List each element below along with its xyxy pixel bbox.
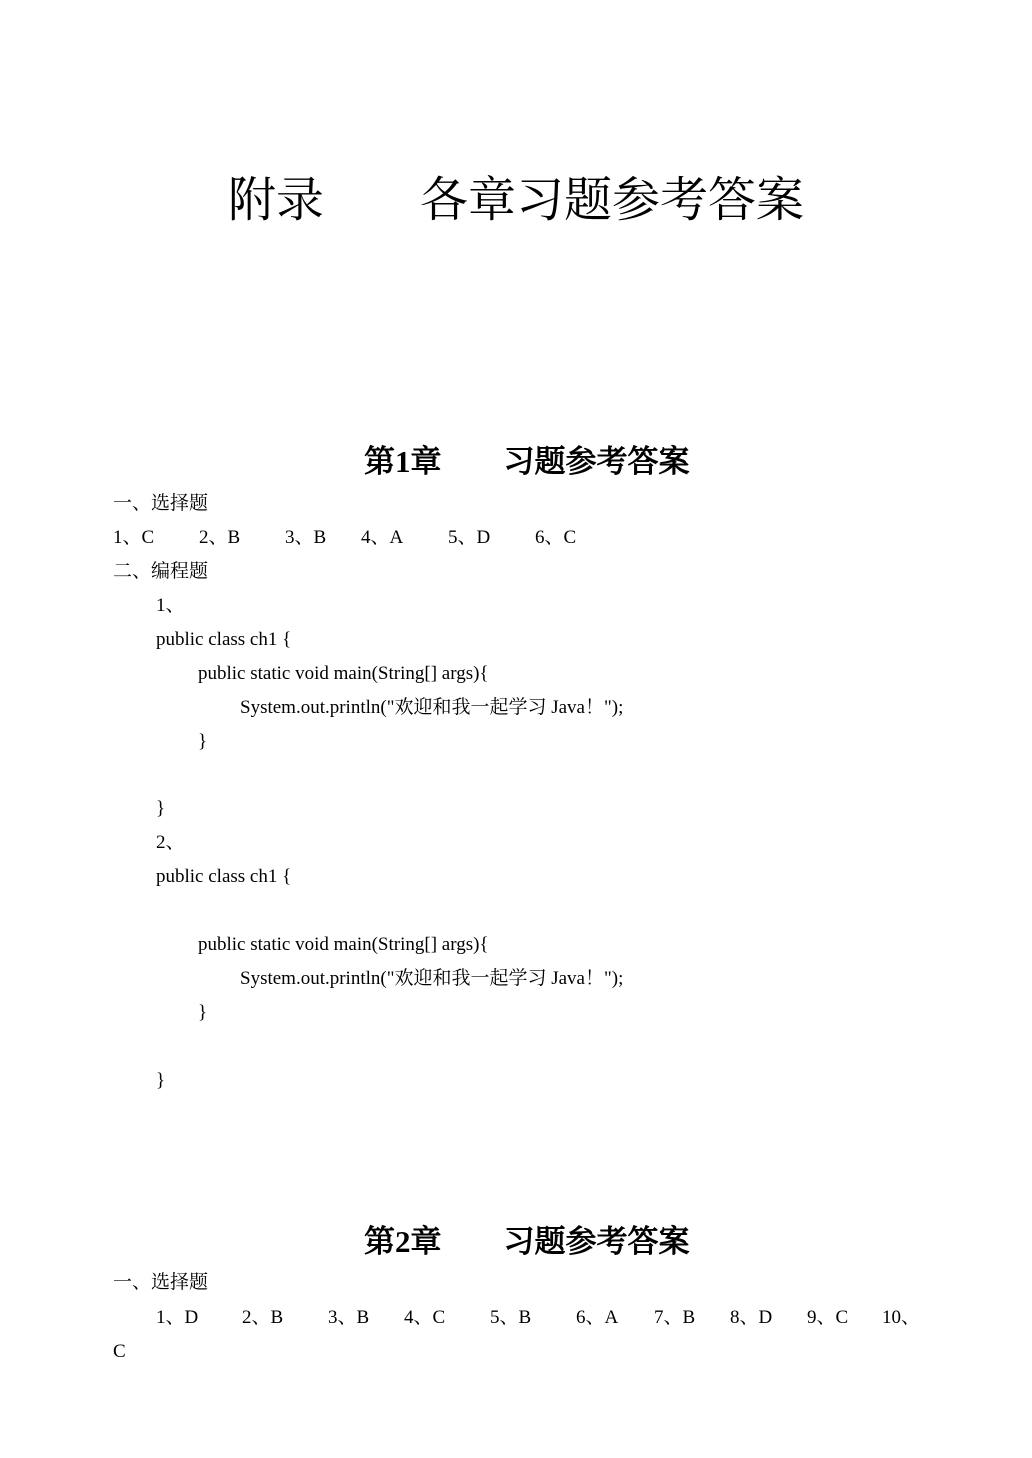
chapter-1-section-programming-title: 二、编程题 (113, 561, 209, 582)
chapter-1-answer-5: 5、D (448, 527, 491, 548)
chapter-2-answer-2: 2、B (242, 1307, 284, 1328)
chapter-2-section-choice-title: 一、选择题 (113, 1272, 209, 1293)
chapter-1-section-choice-title: 一、选择题 (113, 493, 209, 514)
chapter-2-heading-suffix: 章 习题参考答案 (410, 1224, 690, 1260)
chapter-1-answer-list (113, 525, 595, 551)
chapter-2-answer-9: 9、C (807, 1307, 849, 1328)
chapter-2-answer-10-wrap: C (113, 1341, 126, 1362)
chapter-1-answer-3: 3、B (285, 527, 327, 548)
program-1-print-line: System.out.println("欢迎和我一起学习 Java！"); (240, 697, 624, 718)
chapter-2-answer-7: 7、B (654, 1307, 696, 1328)
chapter-1-heading-number: 1 (395, 444, 411, 479)
program-2-outer-close: } (156, 1070, 166, 1091)
chapter-2-answer-5: 5、B (490, 1307, 532, 1328)
program-1-main-line: public static void main(String[] args){ (198, 663, 489, 684)
document-title: 附录 各章习题参考答案 (227, 172, 804, 228)
program-1-class-line: public class ch1 { (156, 629, 292, 650)
chapter-2-answer-list (156, 1305, 932, 1331)
program-2-class-line: public class ch1 { (156, 866, 292, 887)
chapter-2-heading (0, 1182, 1032, 1262)
chapter-2-heading-number: 2 (395, 1224, 411, 1259)
program-2-print-line: System.out.println("欢迎和我一起学习 Java！"); (240, 968, 624, 989)
program-1-label: 1、 (156, 595, 185, 616)
chapter-1-heading (0, 402, 1032, 482)
chapter-2-answer-1: 1、D (156, 1307, 199, 1328)
chapter-1-heading-prefix: 第 (364, 444, 396, 480)
chapter-1-answer-6: 6、C (535, 527, 577, 548)
chapter-2-answer-10: 10、 (882, 1307, 921, 1328)
chapter-1-answer-1: 1、C (113, 527, 155, 548)
program-2-main-line: public static void main(String[] args){ (198, 934, 489, 955)
chapter-2-answer-3: 3、B (328, 1307, 370, 1328)
chapter-2-heading-prefix: 第 (364, 1224, 396, 1260)
program-2-inner-close: } (198, 1002, 208, 1023)
chapter-1-answer-2: 2、B (199, 527, 241, 548)
chapter-1-heading-suffix: 章 习题参考答案 (410, 444, 690, 480)
program-1-outer-close: } (156, 798, 166, 819)
chapter-2-answer-8: 8、D (730, 1307, 773, 1328)
program-1-inner-close: } (198, 731, 208, 752)
chapter-1-answer-4: 4、A (361, 527, 404, 548)
program-2-label: 2、 (156, 832, 185, 853)
chapter-2-answer-4: 4、C (404, 1307, 446, 1328)
chapter-2-answer-6: 6、A (576, 1307, 619, 1328)
